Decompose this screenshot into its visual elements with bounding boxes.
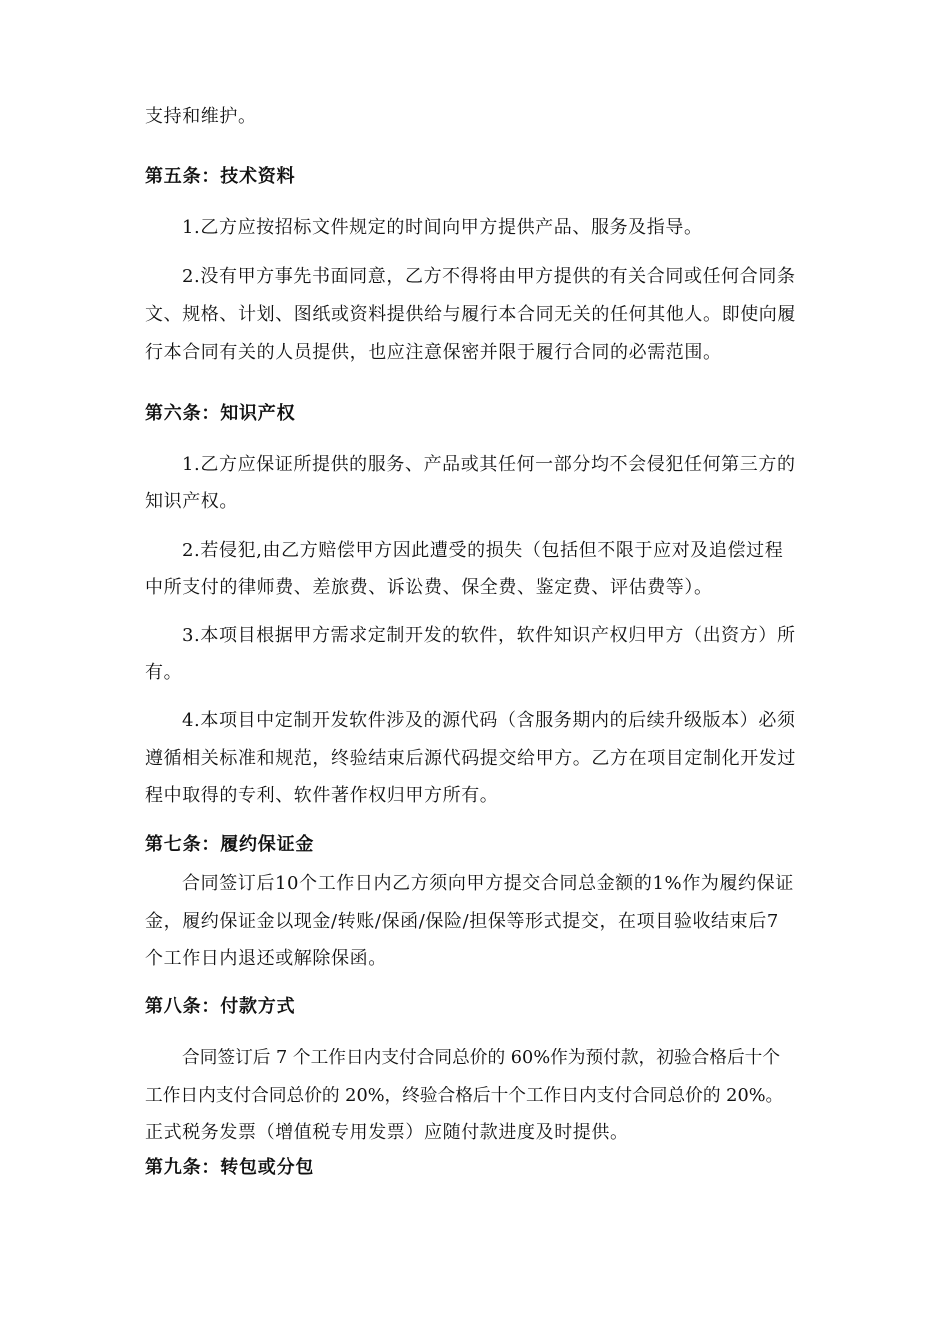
- article-6-paragraph-4-line-1: 4.本项目中定制开发软件涉及的源代码（含服务期内的后续升级版本）必须: [182, 710, 796, 731]
- article-8-paragraph-1-line-1: 合同签订后 7 个工作日内支付合同总价的 60%作为预付款，初验合格后十个: [182, 1048, 781, 1068]
- article-5-paragraph-2-line-2: 文、规格、计划、图纸或资料提供给与履行本合同无关的任何其他人。即使向履: [145, 304, 796, 325]
- article-7-paragraph-1-line-1: 合同签订后10个工作日内乙方须向甲方提交合同总金额的1%作为履约保证: [182, 873, 794, 894]
- article-6-paragraph-1-line-2: 知识产权。: [145, 491, 238, 512]
- article-8-paragraph-1-line-2: 工作日内支付合同总价的 20%，终验合格后十个工作日内支付合同总价的 20%。: [145, 1086, 784, 1106]
- article-7-heading: 第七条：履约保证金: [145, 834, 315, 855]
- intro-line: 支持和维护。: [145, 106, 257, 127]
- article-5-heading: 第五条：技术资料: [145, 166, 296, 187]
- article-6-paragraph-4-line-2: 遵循相关标准和规范，终验结束后源代码提交给甲方。乙方在项目定制化开发过: [145, 748, 796, 769]
- article-8-heading: 第八条：付款方式: [145, 996, 296, 1017]
- article-6-paragraph-1-line-1: 1.乙方应保证所提供的服务、产品或其任何一部分均不会侵犯任何第三方的: [182, 454, 796, 475]
- article-6-paragraph-3-line-2: 有。: [145, 662, 183, 683]
- article-5-paragraph-1-line-1: 1.乙方应按招标文件规定的时间向甲方提供产品、服务及指导。: [182, 217, 703, 238]
- article-6-paragraph-2-line-1: 2.若侵犯,由乙方赔偿甲方因此遭受的损失（包括但不限于应对及追偿过程: [182, 540, 784, 561]
- article-6-heading: 第六条：知识产权: [145, 403, 296, 424]
- article-7-paragraph-1-line-2: 金，履约保证金以现金/转账/保函/保险/担保等形式提交，在项目验收结束后7: [145, 911, 779, 932]
- article-6-paragraph-3-line-1: 3.本项目根据甲方需求定制开发的软件，软件知识产权归甲方（出资方）所: [182, 625, 796, 646]
- article-6-paragraph-4-line-3: 程中取得的专利、软件著作权归甲方所有。: [145, 785, 499, 806]
- article-9-heading: 第九条：转包或分包: [145, 1157, 315, 1178]
- article-5-paragraph-2-line-1: 2.没有甲方事先书面同意，乙方不得将由甲方提供的有关合同或任何合同条: [182, 266, 796, 287]
- article-8-paragraph-1-line-3: 正式税务发票（增值税专用发票）应随付款进度及时提供。: [145, 1122, 629, 1143]
- article-5-paragraph-2-line-3: 行本合同有关的人员提供，也应注意保密并限于履行合同的必需范围。: [145, 342, 722, 363]
- article-7-paragraph-1-line-3: 个工作日内退还或解除保函。: [145, 948, 387, 969]
- article-6-paragraph-2-line-2: 中所支付的律师费、差旅费、诉讼费、保全费、鉴定费、评估费等）。: [145, 577, 713, 598]
